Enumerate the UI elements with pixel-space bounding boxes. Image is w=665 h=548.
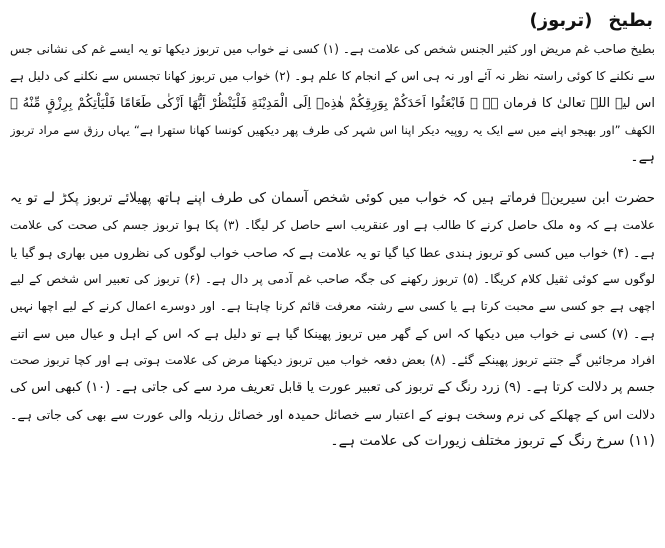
entry-title: بطیخ xyxy=(608,10,653,31)
paragraph-2 xyxy=(10,185,655,455)
text-line: علامت ہے کہ وہ ملک حاصل کرنے کا طالب ہے اور عنقریب اسے حاصل کر لیگا۔ (۳) پکا ہوا تربوز جسم کی صحت کی علامت xyxy=(10,218,655,232)
entry-subtitle: (تربوز) xyxy=(529,10,593,31)
entry-header xyxy=(10,6,653,36)
text-line: (۱۱) سرخ رنگ کے تربوز مختلف زیورات کی علامت ہے۔ xyxy=(330,433,655,449)
text-line: ہے۔ xyxy=(630,149,655,165)
text-line: الکھف ”اور بھیجو اپنے میں سے ایک یہ روپیہ دیکر اپنا اس شہر کی طرف پھر دیکھیں کونسا کھانا ستھرا ہے“ یہاں رزق سے مراد تربوز xyxy=(10,123,655,137)
text-line: ہے۔ (۷) کسی نے خواب میں دیکھا کہ اس کے گھر میں تربوز پھینکا گیا ہے تو دلیل ہے کہ اس کے اہل و عیال میں سے اتنے xyxy=(10,326,655,341)
text-line: حضرت ابن سیرینؒ فرماتے ہیں کہ خواب میں کوئی شخص آسمان کی طرف اپنے ہاتھ پھیلائے تربوز پکڑ لے تو یہ xyxy=(10,190,655,206)
text-line: افراد مرجائیں گے جتنے تربوز پھینکے گئے۔ (۸) بعض دفعہ خواب میں تربوز دیکھنا مرض کی علامت ہوتی ہے اور کچا تربوز صحت xyxy=(10,353,655,367)
text-line: ہے۔ (۴) خواب میں کسی کو تربوز ہندی عطا کیا گیا تو یہ علامت ہے کہ صاحب خواب لوگوں کی نظروں میں بھاری ہو گیا یا xyxy=(10,245,655,260)
text-line: جسم پر دلالت کرتا ہے۔ (۹) زرد رنگ کے تربوز کی تعبیر عورت یا قابل تعریف مرد سے کی جاتی ہے۔ (۱۰) کبھی اس کی xyxy=(10,380,655,395)
text-line: بطیخ صاحب غم مریض اور کثیر الجنس شخص کی علامت ہے۔ (۱) کسی نے خواب میں تربوز دیکھا تو یہ ایسے غم کی نشانی جس xyxy=(10,42,655,56)
quran-verse-line: اس لیے اللہ تعالیٰ کا فرمان ہے ﴿ فَابْعَثُوا اَحَدَكُمْ بِوَرِقِكُمْ هٰذِهٖ اِلَى الْمَدِيْنَةِ فَلْيَنْظُرْ اَيُّهَا اَزْكٰى طَعَامًا فَلْيَاْتِكُمْ بِرِزْقٍ مِّنْهُ ﴾ xyxy=(10,96,655,111)
paragraph-gap xyxy=(10,171,655,185)
paragraph-1 xyxy=(10,36,655,171)
text-line: دلالت اس کے چھلکے کی نرم وسخت ہونے کے اعتبار سے خصائل حمیدہ اور خصائل رزیلہ والی عورت سے بھی کی جاتی ہے۔ xyxy=(10,407,655,422)
text-line: سے نکلنے کا کوئی راستہ نظر نہ آئے اور نہ ہی اس کے انجام کا علم ہو۔ (۲) خواب میں تربوز کھانا تجسس سے نکلنے کی دلیل ہے xyxy=(10,69,655,83)
text-line: اچھی ہے جو کسی سے محبت کرتا ہے یا کسی سے رشتہ معرفت قائم کرنا چاہتا ہے۔ اور دوسرے اعمال کرنے کے لیے اچھا نہیں xyxy=(10,299,655,313)
text-line: لوگوں سے کوئی ثقیل کلام کریگا۔ (۵) تربوز رکھنے کی جگہ صاحب غم آدمی پر دال ہے۔ (۶) تربوز کی تعبیر اس شخص کے لیے xyxy=(10,272,655,286)
